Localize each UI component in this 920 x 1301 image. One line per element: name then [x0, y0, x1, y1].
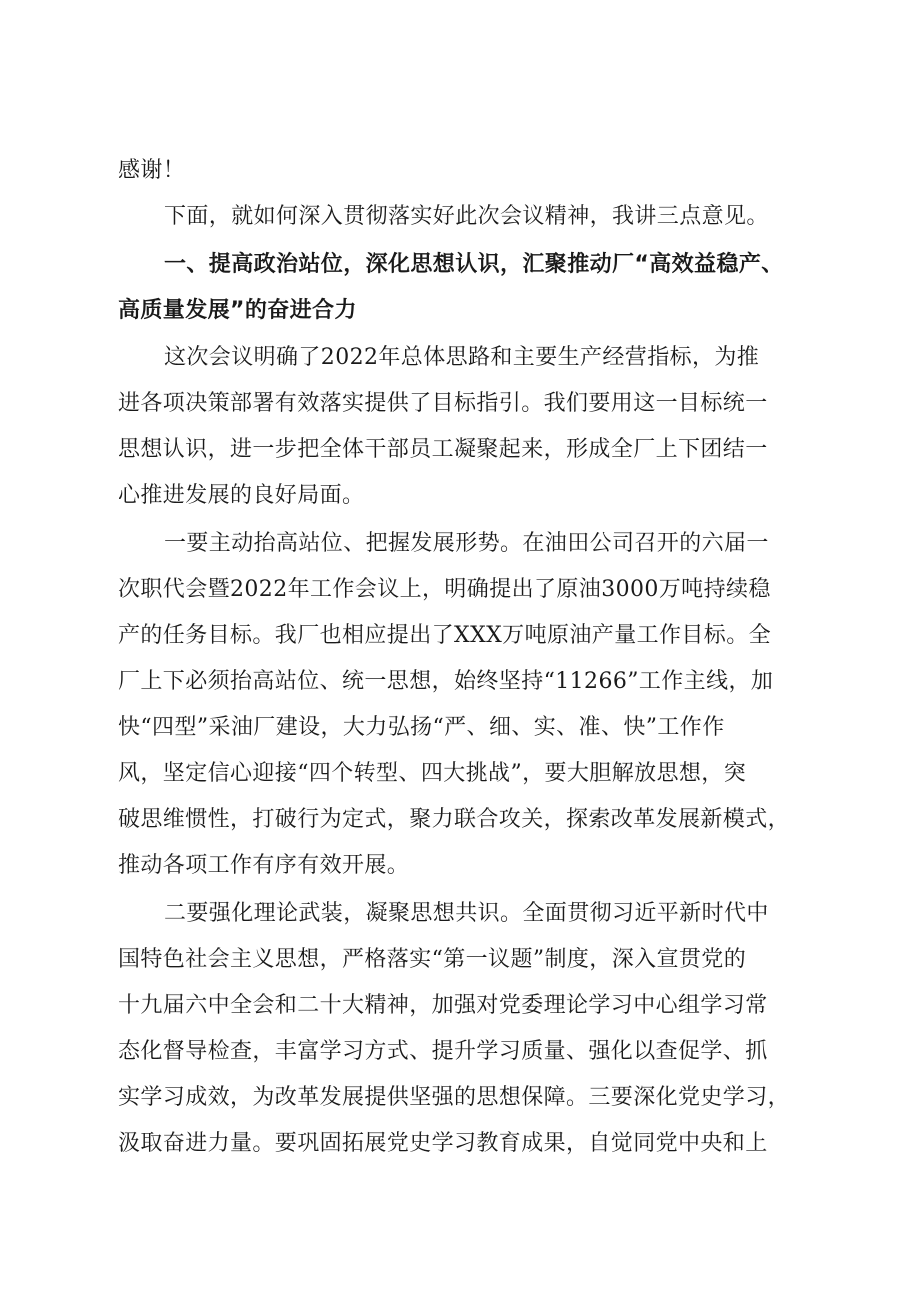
text-line: 思想认识，进一步把全体干部员工凝聚起来，形成全厂上下团结一 [118, 437, 768, 462]
text-line: 快“四型”采油厂建设，大力弘扬“严、细、实、准、快”工作作 [118, 715, 725, 740]
text-line: 十九届六中全会和二十大精神，加强对党委理论学习中心组学习常 [118, 993, 768, 1018]
text-line: 感谢！ [118, 158, 186, 183]
text-line: 推动各项工作有序有效开展。 [118, 853, 410, 878]
text-line: 进各项决策部署有效落实提供了目标指引。我们要用这一目标统一 [118, 391, 768, 416]
text-line: 破思维惯性，打破行为定式，聚力联合攻关，探索改革发展新模式， [118, 807, 791, 832]
text-line: 厂上下必须抬高站位、统一思想，始终坚持“11266”工作主线，加 [118, 669, 774, 694]
text-line: 风，坚定信心迎接“四个转型、四大挑战”，要大胆解放思想，突 [118, 761, 747, 786]
text-line: 实学习成效，为改革发展提供坚强的思想保障。三要深化党史学习， [118, 1085, 791, 1110]
text-line: 这次会议明确了2022年总体思路和主要生产经营指标，为推 [164, 345, 760, 370]
text-line: 产的任务目标。我厂也相应提出了XXX万吨原油产量工作目标。全 [118, 623, 771, 648]
text-line: 一要主动抬高站位、把握发展形势。在油田公司召开的六届一 [164, 531, 769, 556]
text-line: 下面，就如何深入贯彻落实好此次会议精神，我讲三点意见。 [164, 204, 769, 229]
text-line: 国特色社会主义思想，严格落实“第一议题”制度，深入宣贯党的 [118, 947, 747, 972]
section-heading: 高质量发展”的奋进合力 [118, 298, 357, 323]
section-heading: 一、提高政治站位，深化思想认识，汇聚推动厂“高效益稳产、 [164, 252, 784, 277]
text-line: 次职代会暨2022年工作会议上，明确提出了原油3000万吨持续稳 [118, 577, 771, 602]
text-line: 态化督导检查，丰富学习方式、提升学习质量、强化以查促学、抓 [118, 1039, 768, 1064]
text-line: 汲取奋进力量。要巩固拓展党史学习教育成果，自觉同党中央和上 [118, 1131, 768, 1156]
text-line: 二要强化理论武装，凝聚思想共识。全面贯彻习近平新时代中 [164, 901, 769, 926]
text-line: 心推进发展的良好局面。 [118, 483, 365, 508]
